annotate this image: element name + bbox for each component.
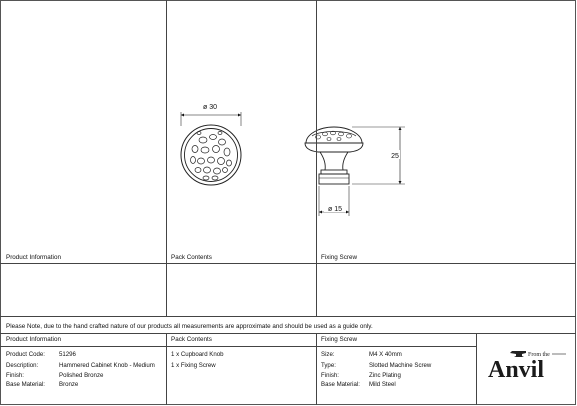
divider-top: [0, 316, 576, 317]
table-col-divider-1: [166, 333, 167, 405]
description-value: Hammered Cabinet Knob - Medium: [59, 362, 155, 369]
finish-value: Polished Bronze: [59, 372, 104, 379]
height-25-dimension: [352, 127, 405, 184]
logo-wordmark: Anvil: [488, 357, 545, 383]
product-code-value: 51296: [59, 351, 76, 358]
divider-note: [0, 333, 576, 334]
diameter-15-dimension: [319, 186, 349, 216]
screw-size-value: M4 X 40mm: [369, 351, 402, 358]
table-col-divider-3: [476, 333, 477, 405]
screw-material-label: Base Material:: [321, 381, 360, 388]
table-col-divider-2: [316, 333, 317, 405]
knob-top-view: [181, 125, 241, 185]
col-divider-2: [316, 0, 317, 316]
knob-side-view: [305, 127, 363, 184]
height-25-label: 25: [391, 153, 399, 160]
product-info-title: Product Information: [6, 254, 61, 261]
anvil-logo: [484, 346, 574, 386]
logo-tagline: From the: [528, 352, 550, 358]
product-info-header: Product Information: [6, 336, 61, 343]
pack-item-screw: 1 x Fixing Screw: [171, 362, 216, 369]
finish-label: Finish:: [6, 372, 24, 379]
base-material-value: Bronze: [59, 381, 79, 388]
screw-size-label: Size:: [321, 351, 335, 358]
fixing-screw-title: Fixing Screw: [321, 254, 358, 261]
fixing-screw-header: Fixing Screw: [321, 336, 358, 343]
pack-contents-header: Pack Contents: [171, 336, 212, 343]
divider-section-title: [0, 263, 576, 264]
disclaimer-note: Please Note, due to the hand crafted nature of our products all measurements are approximate and should be used as a guide only.: [6, 323, 373, 330]
screw-material-value: Mild Steel: [369, 381, 396, 388]
base-material-label: Base Material:: [6, 381, 45, 388]
divider-header: [0, 346, 476, 347]
pack-contents-title: Pack Contents: [171, 254, 212, 261]
screw-type-value: Slotted Machine Screw: [369, 362, 432, 369]
screw-type-label: Type:: [321, 362, 336, 369]
description-label: Description:: [6, 362, 39, 369]
screw-finish-label: Finish:: [321, 372, 339, 379]
screw-finish-value: Zinc Plating: [369, 372, 401, 379]
pack-item-knob: 1 x Cupboard Knob: [171, 351, 224, 358]
diameter-30-dimension: [181, 102, 241, 126]
product-code-label: Product Code:: [6, 351, 45, 358]
col-divider-1: [166, 0, 167, 316]
diameter-15-label: ø 15: [327, 206, 343, 213]
diameter-30-label: ø 30: [202, 104, 218, 111]
